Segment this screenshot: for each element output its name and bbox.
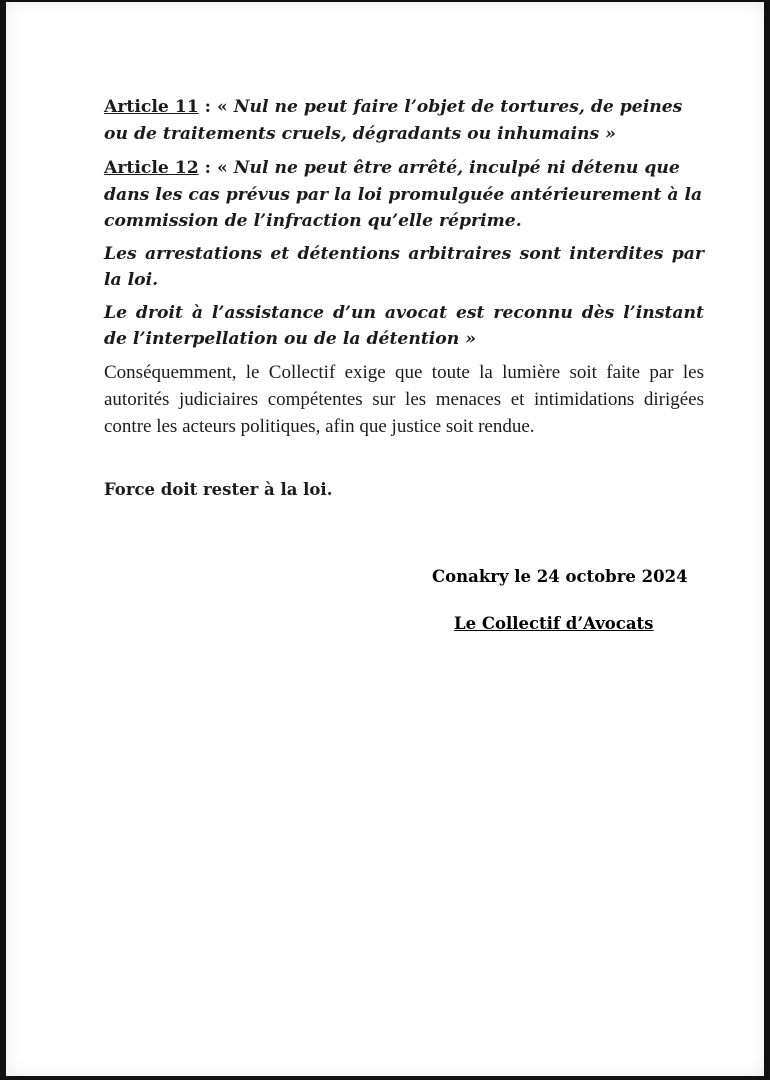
- article-11-label: Article 11: [104, 97, 199, 117]
- article-12-label: Article 12: [104, 158, 199, 178]
- article-12-paragraph-3: Le droit à l’assistance d’un avocat est reconnu dès l’instant de l’interpellation ou de la détention »: [104, 302, 704, 349]
- article-12-paragraph-2: Les arrestations et détentions arbitraires sont interdites par la loi.: [104, 243, 704, 290]
- article-11: [104, 94, 704, 147]
- document-body: [104, 94, 704, 509]
- article-12-separator: : «: [198, 158, 234, 178]
- document-page: [6, 2, 764, 1076]
- force-statement: Force doit rester à la loi.: [104, 479, 333, 499]
- article-12: [104, 155, 704, 235]
- article-11-separator: : «: [198, 97, 234, 117]
- signature: Le Collectif d’Avocats: [454, 614, 654, 633]
- article-11-text: Nul ne peut faire l’objet de tortures, de peines ou de traitements cruels, dégradants ou inhumains »: [104, 97, 683, 144]
- article-12-text: Nul ne peut être arrêté, inculpé ni détenu que dans les cas prévus par la loi promulguée antérieurement à la commission de l’infraction qu’elle réprime.: [104, 158, 703, 231]
- date-line: Conakry le 24 octobre 2024: [432, 567, 688, 586]
- consequence-paragraph: Conséquemment, le Collectif exige que toute la lumière soit faite par les autorités judiciaires compétentes sur les menaces et intimidations dirigées contre les acteurs politiques, afin que justice soit rendue.: [104, 361, 704, 437]
